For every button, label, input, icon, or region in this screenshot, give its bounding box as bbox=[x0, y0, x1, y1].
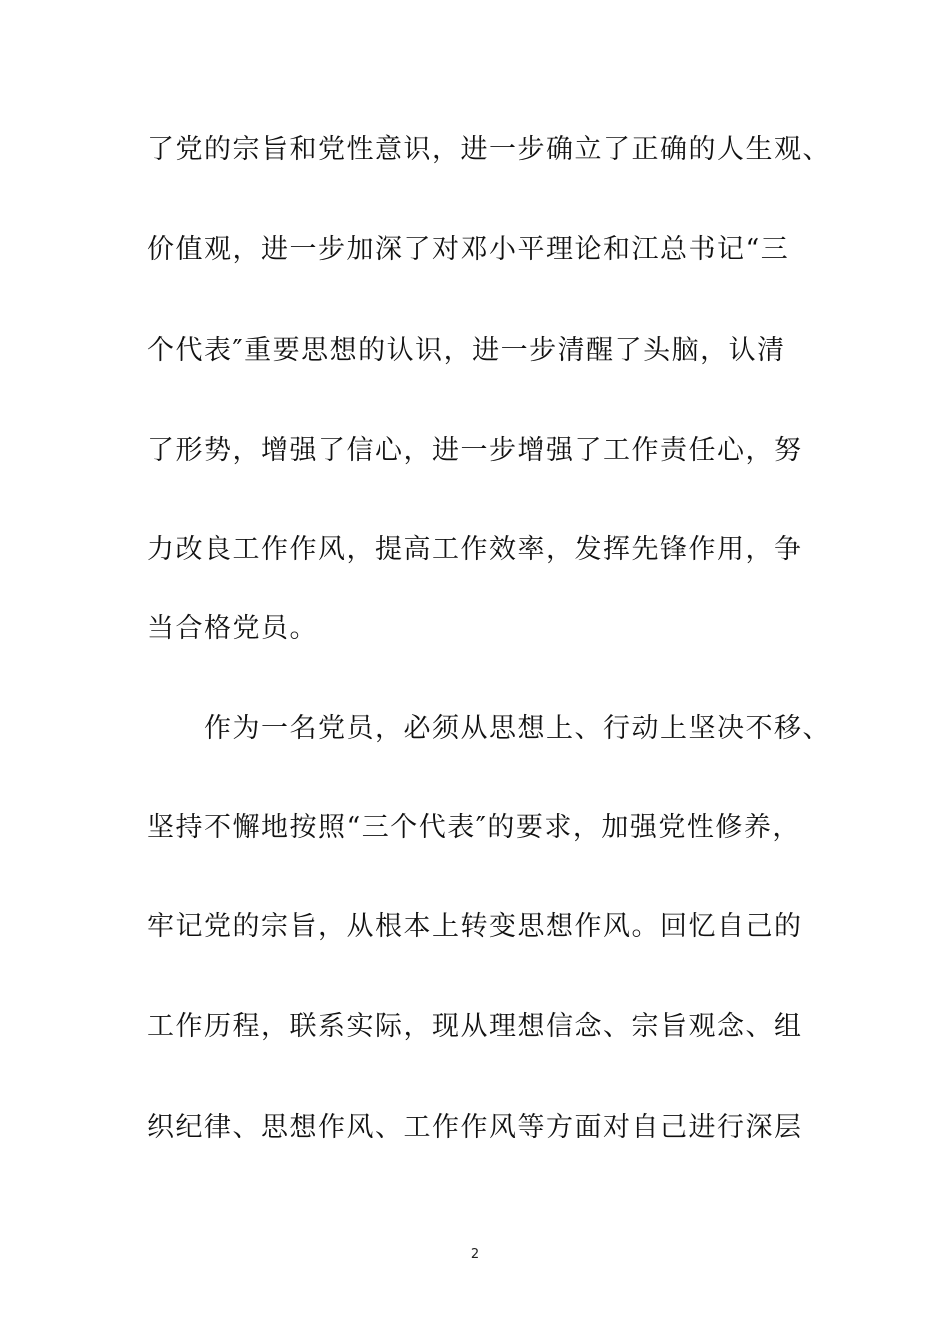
text-line: 价值观，进一步加深了对邓小平理论和江总书记“三 bbox=[147, 234, 790, 265]
text-line: 牢记党的宗旨，从根本上转变思想作风。回忆自己的 bbox=[147, 911, 803, 942]
text-line: 个代表″重要思想的认识，进一步清醒了头脑，认清 bbox=[147, 335, 786, 366]
text-line: 了党的宗旨和党性意识，进一步确立了正确的人生观、 bbox=[147, 134, 831, 165]
text-line: 作为一名党员，必须从思想上、行动上坚决不移、 bbox=[147, 713, 831, 744]
page-number: 2 bbox=[470, 1247, 480, 1262]
text-line: 工作历程，联系实际，现从理想信念、宗旨观念、组 bbox=[147, 1011, 803, 1042]
text-line: 织纪律、思想作风、工作作风等方面对自己进行深层 bbox=[147, 1112, 803, 1143]
text-line: 当合格党员。 bbox=[147, 613, 318, 644]
text-line: 了形势，增强了信心，进一步增强了工作责任心，努 bbox=[147, 435, 803, 466]
text-line: 力改良工作作风，提高工作效率，发挥先锋作用，争 bbox=[147, 534, 803, 565]
text-line: 坚持不懈地按照“三个代表″的要求，加强党性修养， bbox=[147, 812, 801, 843]
